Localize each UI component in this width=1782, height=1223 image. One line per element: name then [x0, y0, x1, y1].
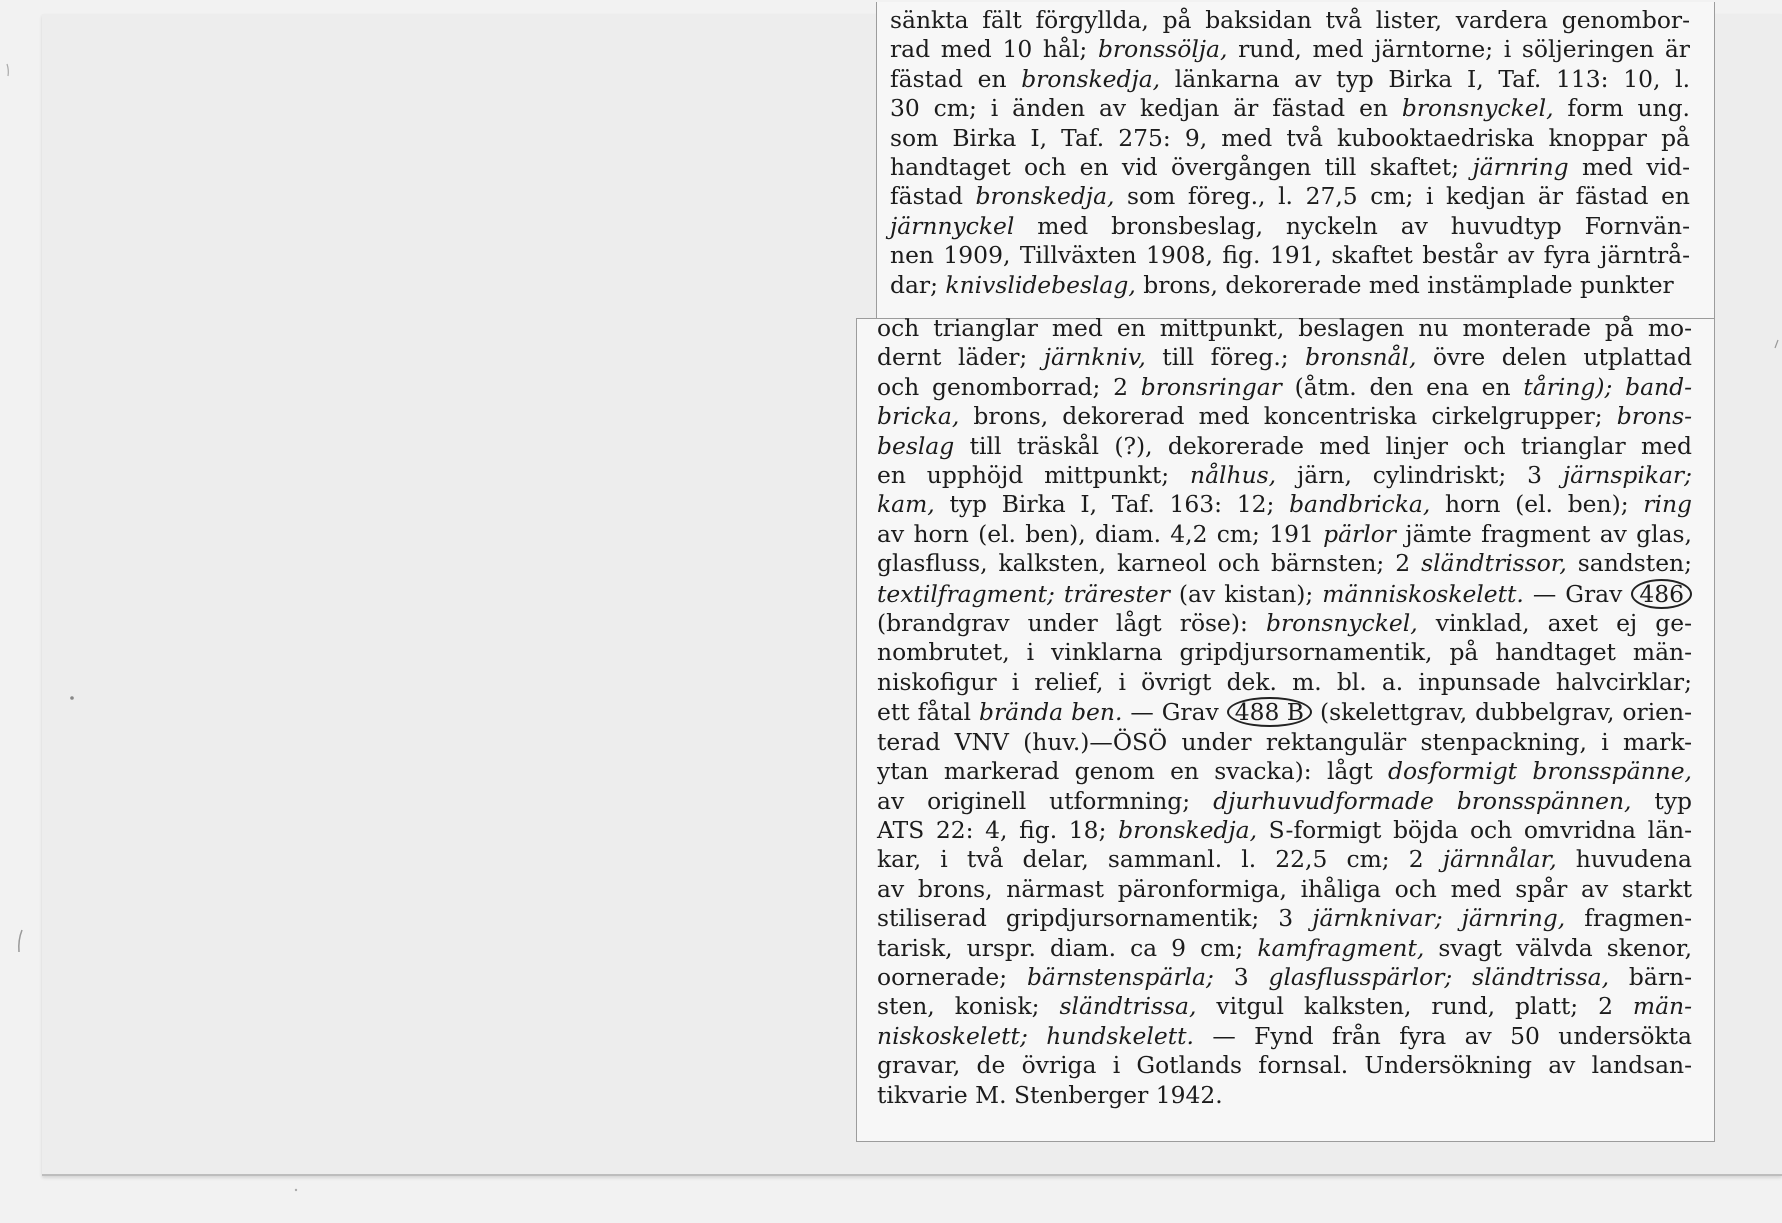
paragraph-page-2: [877, 314, 1692, 1110]
text-line: niskoskelett; hundskelett. — Fynd från fyra av 50 undersökta: [877, 1021, 1693, 1050]
text-line: stiliserad gripdjursornamentik; 3 järnknivar; järnring, fragmen-: [877, 904, 1692, 933]
text-line: rad med 10 hål; bronssölja, rund, med järntorne; i söljeringen är: [890, 35, 1690, 64]
italic-term: bronskedja,: [975, 182, 1115, 211]
text-line: glasfluss, kalksten, karneol och bärnsten; 2 sländtrissor, sandsten;: [877, 549, 1692, 578]
text-line: kar, i två delar, sammanl. l. 22,5 cm; 2 järnnålar, huvudena: [877, 845, 1692, 874]
text-line: gravar, de övriga i Gotlands fornsal. Undersökning av landsan-: [877, 1051, 1692, 1080]
text-line: fästad en bronskedja, länkarna av typ Birka I, Taf. 113: 10, l.: [890, 64, 1690, 93]
text-line: av brons, närmast päronformiga, ihåliga och med spår av starkt: [877, 874, 1692, 903]
text-line: handtaget och en vid övergången till skaftet; järnring med vid-: [890, 153, 1690, 182]
italic-term: beslag: [877, 431, 955, 460]
italic-term: järnnålar,: [1442, 845, 1557, 874]
italic-term: järnnyckel: [890, 211, 1015, 240]
text-line: av horn (el. ben), diam. 4,2 cm; 191 pärlor jämte fragment av glas,: [877, 519, 1692, 548]
text-line: sten, konisk; sländtrissa, vitgul kalksten, rund, platt; 2 män-: [877, 992, 1692, 1021]
italic-term: kamfragment,: [1257, 933, 1425, 962]
text-line: dar; knivslidebeslag, brons, dekorerade med instämplade punkter: [890, 270, 1674, 299]
italic-term: bronsringar: [1140, 372, 1282, 401]
text-line: som Birka I, Taf. 275: 9, med två kubooktaedriska knoppar på: [890, 123, 1690, 152]
italic-term: nålhus,: [1190, 461, 1277, 490]
italic-term: dosformigt bronsspänne,: [1388, 757, 1692, 786]
italic-term: tåring); band-: [1523, 372, 1693, 401]
text-line: fästad bronskedja, som föreg., l. 27,5 cm; i kedjan är fästad en: [890, 182, 1690, 211]
italic-term: järnring: [1472, 153, 1569, 182]
italic-term: bricka,: [877, 402, 960, 431]
text-line: ATS 22: 4, fig. 18; bronskedja, S-formigt böjda och omvridna län-: [877, 815, 1692, 844]
italic-term: pärlor: [1323, 519, 1396, 548]
italic-term: knivslidebeslag,: [945, 270, 1136, 299]
italic-term: brända ben.: [979, 698, 1123, 727]
paragraph-page-1: [890, 6, 1690, 300]
text-line: nen 1909, Tillväxten 1908, fig. 191, skaftet består av fyra järntrå-: [890, 241, 1690, 270]
text-line: och trianglar med en mittpunkt, beslagen nu monterade på mo-: [877, 314, 1692, 342]
text-line: oornerade; bärnstenspärla; 3 glasflusspärlor; sländtrissa, bärn-: [877, 962, 1692, 991]
text-line: av originell utformning; djurhuvudformade bronsspännen, typ: [877, 786, 1692, 815]
text-line: järnnyckel med bronsbeslag, nyckeln av huvudtyp Fornvän-: [890, 211, 1690, 240]
italic-term: brons-: [1616, 402, 1692, 431]
text-line: bricka, brons, dekorerad med koncentriska cirkelgrupper; brons-: [877, 402, 1692, 431]
italic-term: människoskelett.: [1322, 579, 1524, 608]
italic-term: textilfragment; trärester: [877, 579, 1170, 608]
italic-term: järnkniv,: [1043, 343, 1146, 372]
text-line: ytan markerad genom en svacka): lågt dosformigt bronsspänne,: [877, 757, 1692, 786]
italic-term: bronsnyckel,: [1266, 609, 1418, 638]
italic-term: sländtrissor,: [1421, 549, 1567, 578]
text-line: kam, typ Birka I, Taf. 163: 12; bandbricka, horn (el. ben); ring: [877, 490, 1692, 519]
italic-term: bronsnål,: [1305, 343, 1417, 372]
italic-term: bandbricka,: [1289, 490, 1431, 519]
italic-term: bronsnyckel,: [1401, 94, 1554, 123]
italic-term: glasflusspärlor; sländtrissa,: [1268, 962, 1610, 991]
text-line: tikvarie M. Stenberger 1942.: [877, 1080, 1223, 1109]
italic-term: järnspikar;: [1562, 461, 1692, 490]
italic-term: djurhuvudformade bronsspännen,: [1213, 786, 1632, 815]
italic-term: bronssölja,: [1097, 35, 1228, 64]
circled-grave-number: 488 B: [1227, 697, 1312, 727]
text-line: nombrutet, i vinklarna gripdjursornamentik, på handtaget män-: [877, 638, 1692, 667]
italic-term: bronskedja,: [1118, 815, 1258, 844]
text-line: niskofigur i relief, i övrigt dek. m. bl. a. inpunsade halvcirklar;: [877, 667, 1692, 696]
italic-term: sländtrissa,: [1059, 992, 1197, 1021]
text-line: (brandgrav under lågt röse): bronsnyckel, vinklad, axet ej ge-: [877, 609, 1692, 638]
italic-term: bronskedja,: [1021, 64, 1161, 93]
text-line: dernt läder; järnkniv, till föreg.; bronsnål, övre delen utplattad: [877, 343, 1692, 372]
circled-grave-number: 486: [1631, 579, 1692, 609]
text-line: sänkta fält förgyllda, på baksidan två lister, vardera genombor-: [890, 6, 1690, 34]
text-line: terad VNV (huv.)—ÖSÖ under rektangulär stenpackning, i mark-: [877, 727, 1692, 756]
text-line: och genomborrad; 2 bronsringar (åtm. den ena en tåring); band-: [877, 372, 1693, 401]
italic-term: män-: [1632, 992, 1692, 1021]
text-line: en upphöjd mittpunkt; nålhus, järn, cylindriskt; 3 järnspikar;: [877, 461, 1692, 490]
italic-term: ring: [1643, 490, 1692, 519]
text-line: beslag till träskål (?), dekorerade med linjer och trianglar med: [877, 431, 1692, 460]
italic-term: bärnstenspärla;: [1026, 962, 1214, 991]
text-line: tarisk, urspr. diam. ca 9 cm; kamfragment, svagt välvda skenor,: [877, 933, 1692, 962]
italic-term: niskoskelett; hundskelett.: [877, 1021, 1194, 1050]
text-line: 30 cm; i änden av kedjan är fästad en bronsnyckel, form ung.: [890, 94, 1690, 123]
italic-term: järnknivar; järnring,: [1312, 904, 1566, 933]
text-line: ett fåtal brända ben. — Grav 488 B (skelettgrav, dubbelgrav, orien-: [877, 698, 1692, 727]
italic-term: kam,: [877, 490, 935, 519]
text-line: textilfragment; trärester (av kistan); människoskelett. — Grav 486: [877, 579, 1692, 609]
